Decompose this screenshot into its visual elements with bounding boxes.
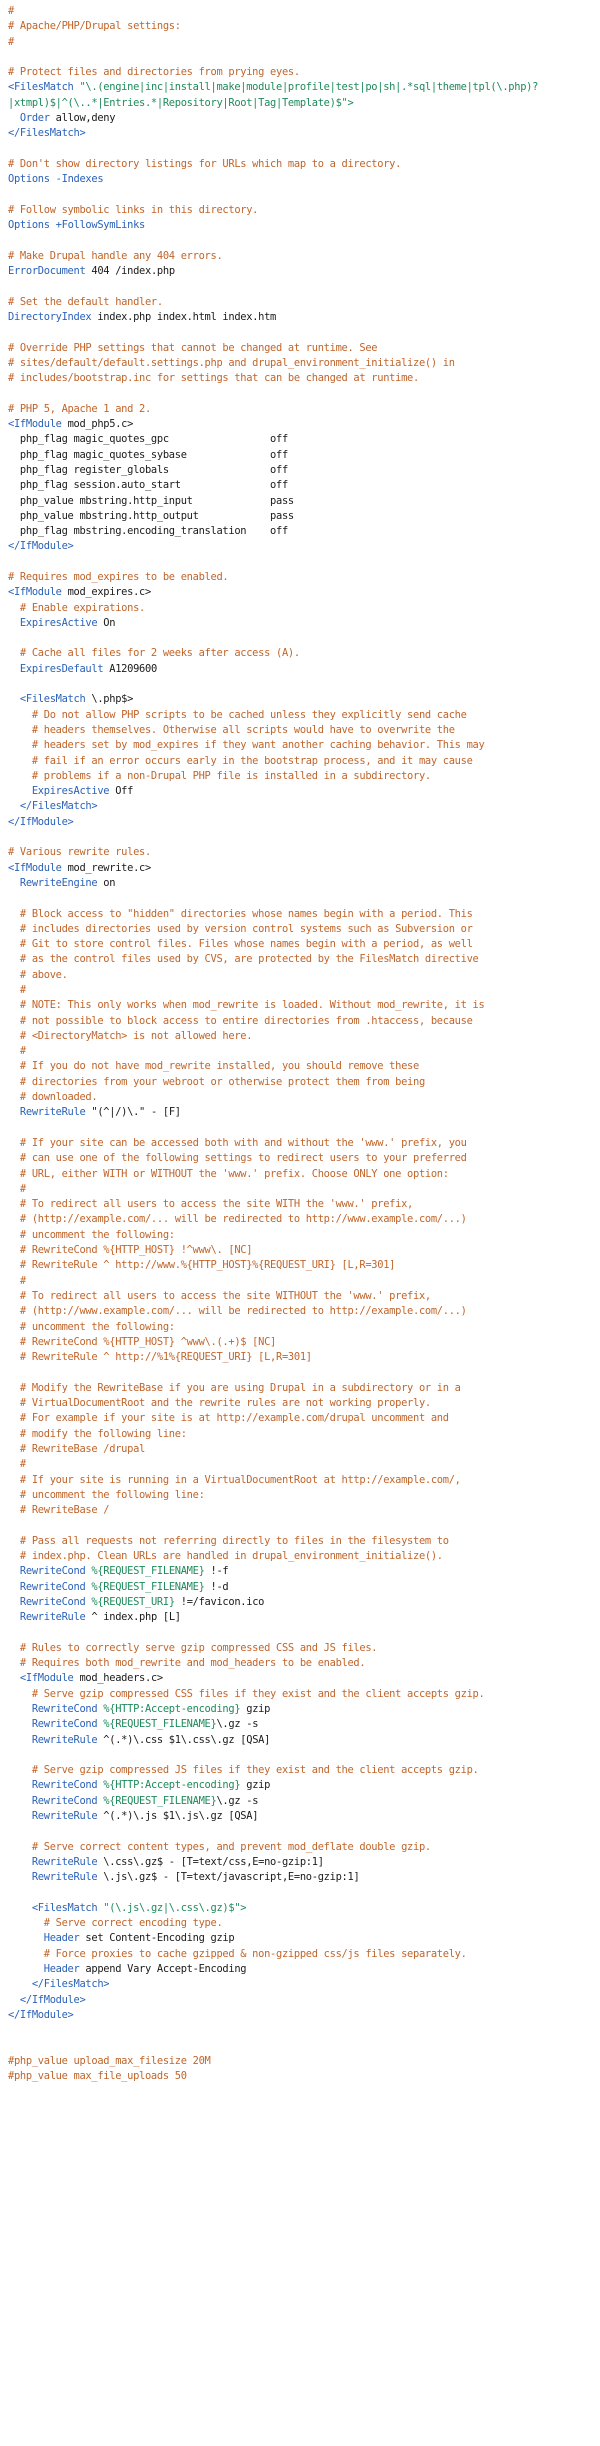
code-line: [8, 1794, 596, 1809]
code-line: [8, 1473, 596, 1488]
code-token-comment: # can use one of the following settings to redirect users to your preferred: [8, 1152, 467, 1165]
code-line: [8, 1350, 596, 1365]
code-token-plain: mod_php5.c>: [61, 418, 134, 431]
code-token-plain: php_flag magic_quotes_gpc off: [8, 433, 288, 446]
code-token-comment: # If your site can be accessed both with and without the 'www.' prefix, you: [8, 1136, 467, 1149]
code-line: [8, 356, 596, 371]
code-token-comment: # PHP 5, Apache 1 and 2.: [8, 402, 151, 415]
code-token-comment: # To redirect all users to access the site WITH the 'www.' prefix,: [8, 1198, 413, 1211]
code-token-plain: on: [97, 876, 116, 889]
code-line: [8, 1947, 596, 1962]
code-token-comment: # (http://example.com/... will be redirected to http://www.example.com/...): [8, 1213, 467, 1226]
code-line: [8, 1870, 596, 1885]
code-token-comment: #: [8, 1274, 26, 1287]
code-line: [8, 2069, 596, 2084]
code-token-comment: # Serve correct content types, and prevent mod_deflate double gzip.: [8, 1840, 431, 1853]
code-token-string: "(\.js\.gz|\.css\.gz)$">: [97, 1901, 247, 1914]
code-token-comment: # To redirect all users to access the site WITHOUT the 'www.' prefix,: [8, 1289, 431, 1302]
code-token-directive: </FilesMatch>: [8, 127, 86, 140]
code-token-plain: \.php$>: [85, 693, 134, 706]
code-token-plain: allow,deny: [49, 112, 116, 125]
code-token-directive: <IfModule: [8, 1672, 74, 1685]
code-line: [8, 50, 596, 65]
code-token-comment: # uncomment the following:: [8, 1228, 175, 1241]
code-line: [8, 1962, 596, 1977]
code-token-comment: # Modify the RewriteBase if you are using Drupal in a subdirectory or in a: [8, 1381, 461, 1394]
code-line: [8, 1824, 596, 1839]
code-line: [8, 524, 596, 539]
code-line: [8, 922, 596, 937]
code-token-comment: # Pass all requests not referring directly to files in the filesystem to: [8, 1534, 449, 1547]
code-token-directive: RewriteRule: [8, 1810, 98, 1823]
code-token-plain: mod_headers.c>: [73, 1672, 163, 1685]
code-token-comment: # includes directories used by version control systems such as Subversion or: [8, 922, 473, 935]
code-token-comment: # Various rewrite rules.: [8, 846, 151, 859]
code-token-directive: -Indexes: [49, 173, 104, 186]
code-token-plain: !-f: [204, 1565, 229, 1578]
code-token-comment: # RewriteRule ^ http://www.%{HTTP_HOST}%{REQUEST_URI} [L,R=301]: [8, 1259, 396, 1272]
code-token-directive: Order: [8, 112, 50, 125]
code-token-directive: RewriteRule: [8, 1855, 98, 1868]
code-token-directive: Header: [8, 1932, 80, 1945]
code-line: [8, 478, 596, 493]
code-line: [8, 1993, 596, 2008]
code-token-comment: # not possible to block access to entire directories from .htaccess, because: [8, 1014, 473, 1027]
code-line: [8, 4, 596, 19]
code-token-comment: # fail if an error occurs early in the bootstrap process, and it may cause: [8, 754, 473, 767]
code-line: [8, 570, 596, 585]
code-line: [8, 738, 596, 753]
code-line: [8, 799, 596, 814]
code-line: [8, 677, 596, 692]
code-token-comment: #: [8, 1045, 26, 1058]
code-line: [8, 1840, 596, 1855]
code-token-comment: # If you do not have mod_rewrite installed, you should remove these: [8, 1060, 419, 1073]
code-line: [8, 1044, 596, 1059]
code-token-comment: # as the control files used by CVS, are protected by the FilesMatch directive: [8, 953, 479, 966]
code-line: [8, 279, 596, 294]
code-token-comment: # Block access to "hidden" directories whose names begin with a period. This: [8, 907, 473, 920]
code-line: [8, 1212, 596, 1227]
code-token-directive: Options: [8, 173, 50, 186]
code-token-directive: <FilesMatch: [8, 693, 86, 706]
code-line: [8, 2054, 596, 2069]
code-line: [8, 126, 596, 141]
code-line: [8, 1702, 596, 1717]
code-token-comment: # Don't show directory listings for URLs which map to a directory.: [8, 157, 402, 170]
code-line: [8, 1687, 596, 1702]
code-line: [8, 830, 596, 845]
code-token-comment: # RewriteRule ^ http://%1%{REQUEST_URI} [L,R=301]: [8, 1351, 312, 1364]
code-token-plain: php_flag mbstring.encoding_translation off: [8, 525, 288, 538]
code-token-directive: RewriteEngine: [8, 876, 98, 889]
code-line: [8, 341, 596, 356]
code-token-comment: # Protect files and directories from prying eyes.: [8, 66, 300, 79]
code-line: [8, 1228, 596, 1243]
code-token-comment: #: [8, 5, 14, 17]
code-line: [8, 662, 596, 677]
code-token-comment: # (http://www.example.com/... will be redirected to http://example.com/...): [8, 1305, 467, 1318]
code-token-directive: ErrorDocument: [8, 265, 86, 278]
code-line: [8, 1365, 596, 1380]
code-token-directive: RewriteRule: [8, 1611, 86, 1624]
code-line: [8, 1396, 596, 1411]
code-token-directive: DirectoryIndex: [8, 310, 92, 323]
code-line: [8, 631, 596, 646]
code-line: [8, 1580, 596, 1595]
code-token-directive: </IfModule>: [8, 2008, 74, 2021]
code-line: [8, 861, 596, 876]
code-token-plain: php_flag magic_quotes_sybase off: [8, 448, 288, 461]
code-token-comment: #: [8, 1458, 26, 1471]
code-line: [8, 1564, 596, 1579]
code-token-comment: # directories from your webroot or otherwise protect them from being: [8, 1075, 425, 1088]
code-line: [8, 815, 596, 830]
code-token-comment: #: [8, 1182, 26, 1195]
code-token-comment: # Force proxies to cache gzipped & non-gzipped css/js files separately.: [8, 1947, 467, 1960]
code-line: [8, 1610, 596, 1625]
code-token-directive: Header: [8, 1963, 80, 1975]
code-token-string: %{REQUEST_FILENAME}: [85, 1565, 205, 1578]
code-line: [8, 264, 596, 279]
code-token-comment: #: [8, 984, 26, 996]
code-line: [8, 1121, 596, 1136]
code-token-directive: </IfModule>: [8, 540, 74, 553]
code-line: [8, 1503, 596, 1518]
code-token-comment: # RewriteBase /: [8, 1504, 110, 1517]
code-line: [8, 463, 596, 478]
code-token-directive: RewriteRule: [8, 1106, 86, 1119]
code-line: [8, 1518, 596, 1533]
code-token-plain: \.gz -s: [216, 1718, 259, 1731]
code-line: [8, 111, 596, 126]
code-token-directive: Options: [8, 219, 50, 232]
code-token-directive: ExpiresActive: [8, 616, 98, 629]
code-token-comment: # Serve correct encoding type.: [8, 1917, 223, 1930]
code-token-string: %{REQUEST_URI}: [85, 1595, 175, 1608]
code-line: [8, 295, 596, 310]
code-token-plain: gzip: [240, 1702, 271, 1715]
code-token-directive: RewriteRule: [8, 1871, 98, 1884]
code-token-directive: +FollowSymLinks: [49, 219, 145, 232]
code-line: [8, 876, 596, 891]
code-line: [8, 937, 596, 952]
code-token-directive: RewriteCond: [8, 1794, 98, 1807]
code-token-comment: # Apache/PHP/Drupal settings:: [8, 20, 181, 33]
code-token-comment: # downloaded.: [8, 1091, 98, 1104]
code-line: [8, 1335, 596, 1350]
code-token-directive: <IfModule: [8, 418, 62, 431]
code-line: [8, 555, 596, 570]
code-token-comment: # modify the following line:: [8, 1427, 187, 1440]
code-token-plain: ^ index.php [L]: [85, 1611, 181, 1624]
code-token-comment: # Cache all files for 2 weeks after access (A).: [8, 647, 300, 660]
code-token-comment: # uncomment the following line:: [8, 1488, 205, 1501]
code-line: [8, 417, 596, 432]
code-token-comment: # URL, either WITH or WITHOUT the 'www.' prefix. Choose ONLY one option:: [8, 1167, 449, 1180]
code-token-comment: # If your site is running in a VirtualDocumentRoot at http://example.com/,: [8, 1473, 461, 1486]
code-line: [8, 509, 596, 524]
code-line: [8, 891, 596, 906]
code-line: [8, 1931, 596, 1946]
code-token-plain: php_flag session.auto_start off: [8, 479, 288, 492]
code-line: [8, 708, 596, 723]
code-line: [8, 723, 596, 738]
code-line: [8, 188, 596, 203]
code-token-comment: # index.php. Clean URLs are handled in drupal_environment_initialize().: [8, 1549, 443, 1562]
code-token-comment: # RewriteCond %{HTTP_HOST} !^www\. [NC]: [8, 1244, 253, 1257]
code-line: [8, 1105, 596, 1120]
code-line: [8, 1381, 596, 1396]
code-token-comment: # NOTE: This only works when mod_rewrite is loaded. Without mod_rewrite, it is: [8, 999, 485, 1012]
code-line: [8, 769, 596, 784]
code-line: [8, 1411, 596, 1426]
code-token-comment: # Git to store control files. Files whose names begin with a period, as well: [8, 938, 473, 951]
code-token-comment: # Rules to correctly serve gzip compressed CSS and JS files.: [8, 1641, 378, 1654]
code-token-directive: RewriteCond: [8, 1565, 86, 1578]
code-token-string: %{REQUEST_FILENAME}: [97, 1718, 217, 1731]
code-line: [8, 1243, 596, 1258]
code-token-directive: RewriteCond: [8, 1595, 86, 1608]
code-line: [8, 1488, 596, 1503]
code-token-plain: php_value mbstring.http_output pass: [8, 509, 294, 522]
code-line: [8, 1258, 596, 1273]
code-token-directive: </IfModule>: [8, 815, 74, 828]
code-line: [8, 952, 596, 967]
code-token-directive: RewriteCond: [8, 1779, 98, 1792]
code-line: [8, 65, 596, 80]
code-view: [8, 4, 596, 2084]
code-line: [8, 157, 596, 172]
code-line: [8, 1136, 596, 1151]
code-token-plain: \.css\.gz$ - [T=text/css,E=no-gzip:1]: [97, 1855, 324, 1868]
code-token-directive: <FilesMatch: [8, 1901, 98, 1914]
code-line: [8, 96, 596, 111]
code-token-directive: RewriteCond: [8, 1580, 86, 1593]
code-line: [8, 1274, 596, 1289]
code-line: [8, 585, 596, 600]
code-line: [8, 1029, 596, 1044]
code-line: [8, 968, 596, 983]
code-line: [8, 1442, 596, 1457]
code-line: [8, 646, 596, 661]
code-token-directive: </FilesMatch>: [8, 800, 98, 813]
code-token-string: |xtmpl)$|^(\..*|Entries.*|Repository|Root|Tag|Template)$">: [8, 96, 354, 109]
code-line: [8, 1059, 596, 1074]
code-token-plain: mod_expires.c>: [61, 586, 151, 599]
code-token-plain: ^(.*)\.js $1\.js\.gz [QSA]: [97, 1810, 259, 1823]
code-line: [8, 1809, 596, 1824]
code-token-plain: \.js\.gz$ - [T=text/javascript,E=no-gzip:1]: [97, 1871, 360, 1884]
code-line: [8, 448, 596, 463]
code-line: [8, 1763, 596, 1778]
code-line: [8, 1901, 596, 1916]
code-token-string: %{HTTP:Accept-encoding}: [97, 1779, 241, 1792]
code-line: [8, 1656, 596, 1671]
code-token-directive: RewriteRule: [8, 1733, 98, 1746]
code-token-comment: # sites/default/default.settings.php and drupal_environment_initialize() in: [8, 356, 455, 369]
code-token-plain: \.gz -s: [216, 1794, 259, 1807]
code-token-comment: # RewriteCond %{HTTP_HOST} ^www\.(.+)$ [NC]: [8, 1335, 277, 1348]
code-line: [8, 249, 596, 264]
code-token-plain: php_flag register_globals off: [8, 463, 288, 476]
code-line: [8, 1534, 596, 1549]
code-line: [8, 1886, 596, 1901]
code-token-plain: Off: [109, 785, 134, 798]
code-line: [8, 845, 596, 860]
code-token-plain: ^(.*)\.css $1\.css\.gz [QSA]: [97, 1733, 271, 1746]
code-token-plain: A1209600: [103, 662, 157, 675]
code-line: [8, 1733, 596, 1748]
code-token-comment: # above.: [8, 968, 68, 981]
code-token-directive: <IfModule: [8, 586, 62, 599]
code-line: [8, 325, 596, 340]
code-line: [8, 432, 596, 447]
code-token-comment: # headers set by mod_expires if they want another caching behavior. This may: [8, 739, 485, 752]
code-token-comment: # Set the default handler.: [8, 295, 163, 308]
code-line: [8, 2008, 596, 2023]
code-line: [8, 2038, 596, 2053]
code-line: [8, 1289, 596, 1304]
code-token-directive: <FilesMatch: [8, 81, 74, 94]
code-token-comment: # <DirectoryMatch> is not allowed here.: [8, 1029, 253, 1042]
code-line: [8, 754, 596, 769]
code-token-comment: # Requires both mod_rewrite and mod_headers to be enabled.: [8, 1657, 366, 1670]
code-line: [8, 907, 596, 922]
code-line: [8, 1304, 596, 1319]
code-line: [8, 1778, 596, 1793]
code-line: [8, 402, 596, 417]
code-token-comment: # problems if a non-Drupal PHP file is installed in a subdirectory.: [8, 769, 431, 782]
code-token-plain: php_value mbstring.http_input pass: [8, 494, 294, 507]
code-token-directive: RewriteCond: [8, 1702, 98, 1715]
code-token-comment: # VirtualDocumentRoot and the rewrite rules are not working properly.: [8, 1397, 431, 1410]
code-token-plain: !-d: [204, 1580, 229, 1593]
code-token-comment: # Do not allow PHP scripts to be cached unless they explicitly send cache: [8, 708, 467, 721]
code-token-directive: </IfModule>: [8, 1993, 86, 2006]
code-token-comment: #: [8, 35, 14, 48]
code-line: [8, 172, 596, 187]
code-token-comment: # Serve gzip compressed JS files if they exist and the client accepts gzip.: [8, 1764, 479, 1777]
code-token-directive: </FilesMatch>: [8, 1978, 110, 1991]
code-token-plain: On: [97, 616, 116, 629]
code-line: [8, 218, 596, 233]
code-token-plain: /index.php: [115, 265, 175, 278]
code-line: [8, 233, 596, 248]
code-token-comment: # Requires mod_expires to be enabled.: [8, 570, 229, 583]
code-token-plain: index.php index.html index.htm: [91, 310, 277, 323]
code-token-comment: #php_value max_file_uploads 50: [8, 2070, 187, 2083]
code-token-plain: gzip: [240, 1779, 271, 1792]
code-token-comment: # includes/bootstrap.inc for settings that can be changed at runtime.: [8, 372, 419, 385]
code-line: [8, 1916, 596, 1931]
code-line: [8, 1151, 596, 1166]
code-line: [8, 1427, 596, 1442]
code-token-string: %{REQUEST_FILENAME}: [85, 1580, 205, 1593]
code-line: [8, 601, 596, 616]
code-token-plain: set Content-Encoding gzip: [79, 1932, 235, 1945]
code-line: [8, 494, 596, 509]
code-line: [8, 539, 596, 554]
code-token-comment: # Follow symbolic links in this directory.: [8, 203, 259, 216]
code-token-plain: !=/favicon.ico: [174, 1595, 265, 1608]
code-token-string: %{REQUEST_FILENAME}: [97, 1794, 217, 1807]
code-line: [8, 2023, 596, 2038]
code-line: [8, 1748, 596, 1763]
code-line: [8, 1977, 596, 1992]
code-line: [8, 35, 596, 50]
code-token-comment: # Enable expirations.: [8, 601, 145, 614]
code-line: [8, 80, 596, 95]
code-line: [8, 983, 596, 998]
code-line: [8, 784, 596, 799]
code-line: [8, 1717, 596, 1732]
code-line: [8, 371, 596, 386]
code-line: [8, 310, 596, 325]
code-token-comment: # Make Drupal handle any 404 errors.: [8, 249, 223, 262]
code-token-comment: #php_value upload_max_filesize 20M: [8, 2054, 211, 2067]
code-line: [8, 1855, 596, 1870]
code-line: [8, 1014, 596, 1029]
code-token-comment: # uncomment the following:: [8, 1320, 175, 1333]
code-token-comment: # RewriteBase /drupal: [8, 1442, 145, 1455]
code-token-directive: ExpiresActive: [8, 785, 110, 798]
code-line: [8, 1320, 596, 1335]
code-line: [8, 1457, 596, 1472]
code-token-string: "\.(engine|inc|install|make|module|profile|test|po|sh|.*sql|theme|tpl(\.php)?: [73, 81, 539, 94]
code-line: [8, 692, 596, 707]
code-line: [8, 19, 596, 34]
code-line: [8, 1075, 596, 1090]
code-token-string: %{HTTP:Accept-encoding}: [97, 1702, 241, 1715]
code-token-directive: ExpiresDefault: [8, 662, 104, 675]
code-token-comment: # For example if your site is at http://example.com/drupal uncomment and: [8, 1412, 449, 1425]
code-line: [8, 616, 596, 631]
code-line: [8, 1182, 596, 1197]
code-token-plain: append Vary Accept-Encoding: [79, 1963, 247, 1975]
code-line: [8, 386, 596, 401]
code-line: [8, 1197, 596, 1212]
code-token-plain: 404: [85, 265, 116, 278]
code-token-comment: # Override PHP settings that cannot be changed at runtime. See: [8, 341, 378, 354]
code-line: [8, 1625, 596, 1640]
code-token-comment: # Serve gzip compressed CSS files if they exist and the client accepts gzip.: [8, 1687, 485, 1700]
code-token-directive: RewriteCond: [8, 1718, 98, 1731]
code-line: [8, 998, 596, 1013]
code-token-plain: "(^|/)\." - [F]: [85, 1106, 181, 1119]
code-line: [8, 1641, 596, 1656]
code-line: [8, 1595, 596, 1610]
code-line: [8, 203, 596, 218]
code-line: [8, 1090, 596, 1105]
code-line: [8, 1167, 596, 1182]
code-token-plain: mod_rewrite.c>: [61, 861, 151, 874]
code-line: [8, 142, 596, 157]
code-line: [8, 1671, 596, 1686]
code-token-directive: <IfModule: [8, 861, 62, 874]
code-line: [8, 1549, 596, 1564]
code-token-comment: # headers themselves. Otherwise all scripts would have to overwrite the: [8, 723, 455, 736]
